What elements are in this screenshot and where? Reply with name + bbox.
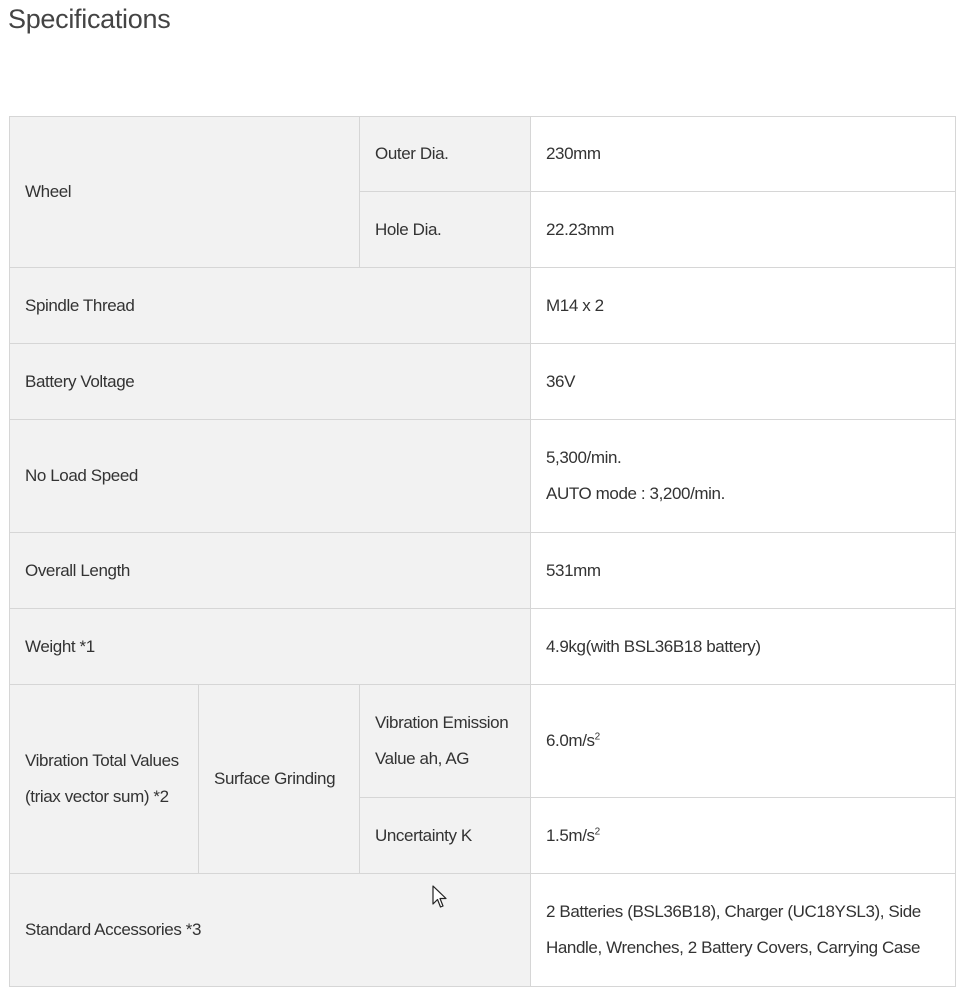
no-load-speed-line: 5,300/min. (546, 448, 622, 467)
surface-grinding-label: Surface Grinding (199, 685, 360, 874)
uncertainty-k-value (531, 798, 956, 874)
specifications-table (9, 116, 956, 987)
table-row (10, 117, 956, 192)
vibration-total-line: Vibration Total Values (25, 751, 179, 770)
table-row (10, 420, 956, 533)
auto-mode-speed-line: AUTO mode : 3,200/min. (546, 484, 725, 503)
wheel-label: Wheel (10, 117, 360, 268)
hole-dia-label: Hole Dia. (360, 192, 531, 268)
vibration-emission-value (531, 685, 956, 798)
table-row (10, 685, 956, 798)
value-ah-ag-line: Value ah, AG (375, 749, 470, 768)
triax-vector-line: (triax vector sum) *2 (25, 787, 169, 806)
table-row (10, 344, 956, 420)
page-title: Specifications (8, 4, 171, 34)
standard-accessories-label: Standard Accessories *3 (10, 874, 531, 987)
vibration-emission-line: Vibration Emission (375, 713, 509, 732)
battery-voltage-value: 36V (531, 344, 956, 420)
vibration-total-label (10, 685, 199, 874)
mouse-pointer-icon (432, 885, 448, 909)
weight-value: 4.9kg(with BSL36B18 battery) (531, 609, 956, 685)
accessories-line-2: Handle, Wrenches, 2 Battery Covers, Carrying Case (546, 938, 921, 957)
spindle-thread-label: Spindle Thread (10, 268, 531, 344)
emission-value-text: 6.0m/s (546, 731, 595, 750)
table-row (10, 874, 956, 987)
battery-voltage-label: Battery Voltage (10, 344, 531, 420)
outer-dia-value: 230mm (531, 117, 956, 192)
emission-unit-exponent: 2 (594, 731, 600, 743)
table-row (10, 533, 956, 609)
weight-label: Weight *1 (10, 609, 531, 685)
vibration-emission-label (360, 685, 531, 798)
hole-dia-value: 22.23mm (531, 192, 956, 268)
overall-length-value: 531mm (531, 533, 956, 609)
table-row (10, 268, 956, 344)
uncertainty-value-text: 1.5m/s (546, 825, 595, 845)
table-row (10, 609, 956, 685)
uncertainty-k-label: Uncertainty K (360, 798, 531, 874)
no-load-speed-label: No Load Speed (10, 420, 531, 533)
outer-dia-label: Outer Dia. (360, 117, 531, 192)
standard-accessories-value (531, 874, 956, 987)
no-load-speed-value (531, 420, 956, 533)
overall-length-label: Overall Length (10, 533, 531, 609)
uncertainty-unit-exponent: 2 (594, 825, 600, 837)
accessories-line-1: 2 Batteries (BSL36B18), Charger (UC18YSL3), Side (546, 902, 921, 921)
spindle-thread-value: M14 x 2 (531, 268, 956, 344)
